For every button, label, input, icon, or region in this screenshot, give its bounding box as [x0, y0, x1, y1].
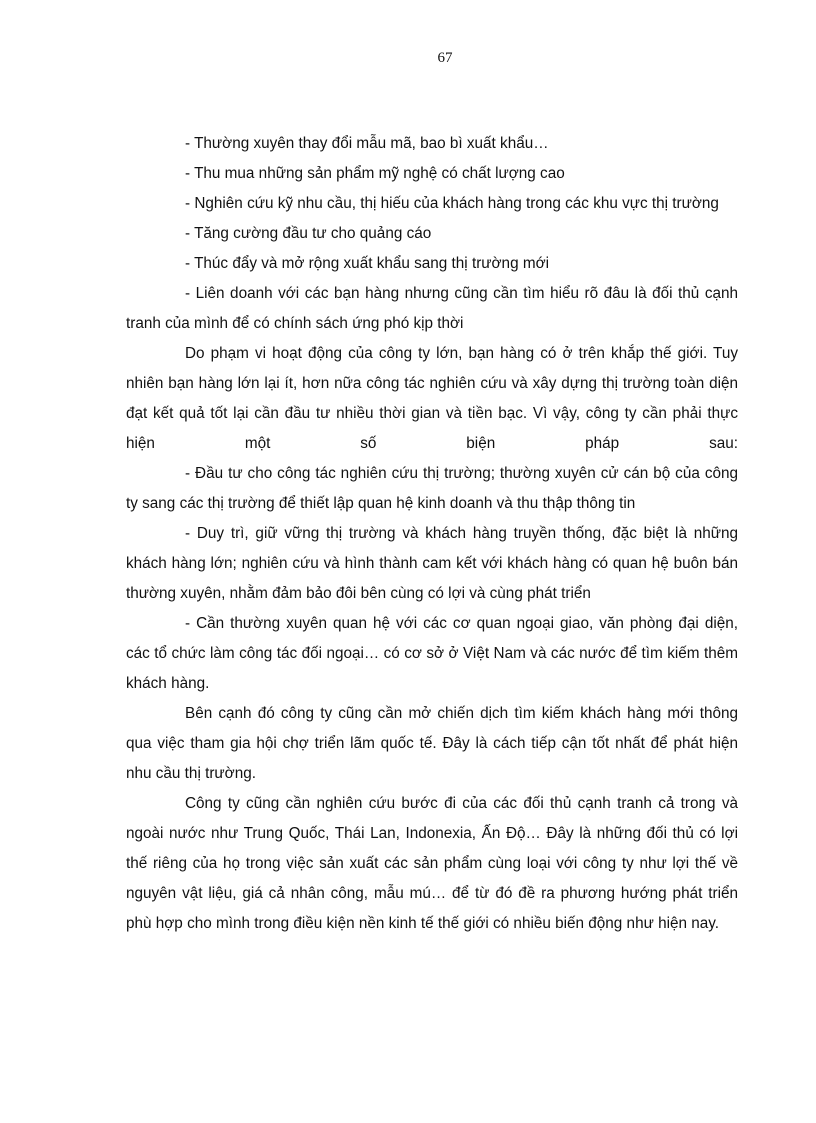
bullet-paragraph: - Liên doanh với các bạn hàng nhưng cũng cần tìm hiểu rõ đâu là đối thủ cạnh tranh của mình để có chính sách ứng phó kịp thời: [126, 285, 738, 332]
body-text: [126, 129, 738, 939]
body-paragraph: Bên cạnh đó công ty cũng cần mở chiến dịch tìm kiếm khách hàng mới thông qua việc tham gia hội chợ triển lãm quốc tế. Đây là cách tiếp cận tốt nhất để phát hiện nhu cầu thị trường.: [126, 705, 738, 782]
body-paragraph: Công ty cũng cần nghiên cứu bước đi của các đối thủ cạnh tranh cả trong và ngoài nước như Trung Quốc, Thái Lan, Indonexia, Ấn Độ… Đây là những đối thủ có lợi thế riêng của họ trong việc sản xuất các sản phẩm cùng loại với công ty như lợi thế về nguyên vật liệu, giá cả nhân công, mẫu mú… để từ đó đề ra phương hướng phát triển phù hợp cho mình trong điều kiện nền kinh tế thế giới có nhiều biến động như hiện nay.: [126, 795, 738, 932]
bullet-paragraph: - Thu mua những sản phẩm mỹ nghệ có chất lượng cao: [185, 165, 565, 182]
bullet-paragraph: - Thường xuyên thay đổi mẫu mã, bao bì xuất khẩu…: [185, 135, 549, 152]
bullet-paragraph: - Thúc đẩy và mở rộng xuất khẩu sang thị trường mới: [185, 255, 549, 272]
body-paragraph: Do phạm vi hoạt động của công ty lớn, bạn hàng có ở trên khắp thế giới. Tuy nhiên bạn hàng lớn lại ít, hơn nữa công tác nghiên cứu và xây dựng thị trường toàn diện đạt kết quả tốt lại cần đầu tư nhiều thời gian và tiền bạc. Vì vậy, công ty cần phải thực hiện một số biện pháp sau:: [126, 345, 738, 452]
page-number: 67: [437, 50, 453, 66]
bullet-paragraph: - Đầu tư cho công tác nghiên cứu thị trường; thường xuyên cử cán bộ của công ty sang các thị trường để thiết lập quan hệ kinh doanh và thu thập thông tin: [126, 465, 738, 512]
bullet-paragraph: - Nghiên cứu kỹ nhu cầu, thị hiếu của khách hàng trong các khu vực thị trường: [185, 195, 719, 212]
bullet-paragraph: - Cần thường xuyên quan hệ với các cơ quan ngoại giao, văn phòng đại diện, các tổ chức làm công tác đối ngoại… có cơ sở ở Việt Nam và các nước để tìm kiếm thêm khách hàng.: [126, 615, 738, 692]
bullet-paragraph: - Tăng cường đầu tư cho quảng cáo: [185, 225, 432, 242]
bullet-paragraph: - Duy trì, giữ vững thị trường và khách hàng truyền thống, đặc biệt là những khách hàng lớn; nghiên cứu và hình thành cam kết với khách hàng có quan hệ buôn bán thường xuyên, nhằm đảm bảo đôi bên cùng có lợi và cùng phát triển: [126, 525, 738, 602]
